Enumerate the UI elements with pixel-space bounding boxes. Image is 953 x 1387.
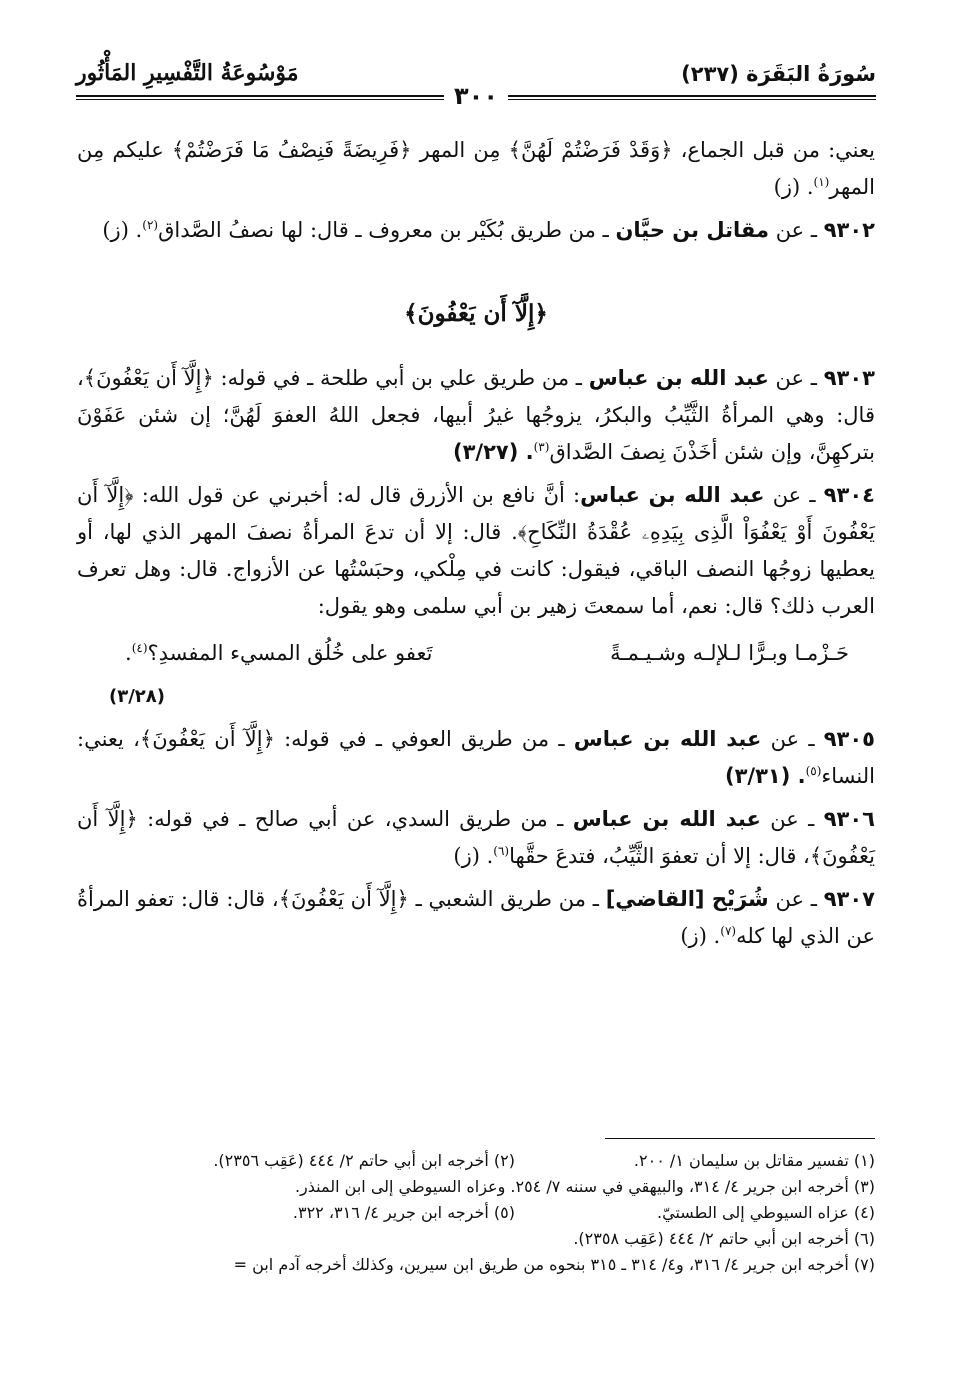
footnote-6: (٦) أخرجه ابن أبي حاتم ٢/ ٤٤٤ (عَقِب ٢٣٥٨). <box>573 1229 875 1248</box>
narration-number: ٩٣٠٥ <box>823 727 875 751</box>
footnote-7: (٧) أخرجه ابن جرير ٤/ ٣١٦، و٤/ ٣١٤ ـ ٣١٥ بنحوه من طريق ابن سيرين، وكذلك أخرجه آدم ابن = <box>233 1255 875 1274</box>
footnote-ref: (٥) <box>805 764 822 778</box>
footnote-separator <box>605 1138 875 1139</box>
volume-ref: (٣/٢٨) <box>109 686 166 707</box>
text: ـ عن <box>775 366 817 390</box>
footnote-ref: (٢) <box>142 218 159 232</box>
text: ـ من طريق بُكَيْر بن معروف ـ قال: لها نصفُ الصَّداق <box>158 218 609 242</box>
text: . (ز) <box>102 218 143 242</box>
text: تَعفو على خُلُق المسيء المفسدِ؟ <box>147 641 433 665</box>
narration-number: ٩٣٠٧ <box>823 887 875 911</box>
text: ـ عن <box>775 887 817 911</box>
narrator-name: عبد الله بن عباس <box>588 366 769 390</box>
text: يعني: من قبل الجماع، ﴿وَقَدْ فَرَضْتُمْ لَهُنَّ﴾ مِن المهر ﴿فَرِيضَةً فَنِصْفُ مَا فَرَضْتُمْ﴾ عليكم مِن المهر <box>77 138 875 199</box>
text: : أنَّ نافع بن الأزرق قال له: أخبرني عن قول الله: ﴿إِلَّآ أَن يَعْفُونَ أَوْ يَعْفُوَاْ الَّذِى بِيَدِهِۦ عُقْدَةُ النِّكَاحِ﴾. قال: إلا أن تدعَ المرأةُ نصفَ المهر الذي لها، أو يعطيها زوجُها النصف الباقي، فيقول: كانت في مِلْكي، وحبَسْتُها عن الأزواج. قال: وهل تعرف العرب ذلك؟ قال: نعم، أما سمعتَ زهير بن أبي سلمى وهو يقول: <box>77 483 875 618</box>
footnote-ref: (٧) <box>720 924 737 938</box>
text: ـ عن <box>772 483 816 507</box>
text: ـ من طريق العوفي ـ في قوله: ﴿إِلَّآ أَن يَعْفُونَ﴾، يعني: النساء <box>77 727 875 788</box>
text: ـ من طريق السدي، عن أبي صالح ـ في قوله: ﴿إِلَّآ أَن يَعْفُونَ﴾، قال: إلا أن تعفوَ الثَّيِّبُ، فتدعَ حقَّها <box>77 807 875 868</box>
footnote-ref: (٦) <box>493 844 510 858</box>
footnote-row <box>75 1148 875 1174</box>
narration-9302 <box>77 212 875 249</box>
narration-9304 <box>77 477 875 625</box>
footnote-2: (٢) أخرجه ابن أبي حاتم ٢/ ٤٤٤ (عَقِب ٢٣٥٦). <box>213 1151 515 1170</box>
poem-hemistich-right: حَـزْمـا وبـرًّا لـلإلـه وشـيـمـةً <box>610 641 849 665</box>
text: . (٣/٢٧) <box>452 440 534 464</box>
text: ـ من طريق علي بن أبي طلحة ـ في قوله: ﴿إِلَّآ أَن يَعْفُونَ﴾، قال: وهي المرأةُ الثَّيِّبُ والبكرُ، يزوجُها غيرُ أبيها، فجعل اللهُ العفوَ لَهُنَّ؛ إن شئن عَفَوْنَ بتركهِنَّ، وإن شئن أخَذْنَ نِصفَ الصَّداق <box>77 366 875 464</box>
poem-verse <box>77 635 875 672</box>
footnote-4: (٤) عزاه السيوطي إلى الطستيّ. <box>656 1203 875 1222</box>
narrator-name: عبد الله بن عباس <box>572 807 761 831</box>
text: ـ من طريق الشعبي ـ ﴿إِلَّآ أَن يَعْفُونَ﴾، قال: قال: تعفو المرأةُ عن الذي لها كله <box>77 887 875 948</box>
text: . (٣/٣١) <box>724 764 806 788</box>
footnote-ref: (٤) <box>131 641 148 655</box>
narration-number: ٩٣٠٤ <box>823 483 875 507</box>
narrator-name: عبد الله بن عباس <box>580 483 765 507</box>
main-text <box>77 132 875 961</box>
text: . (ز) <box>773 175 814 199</box>
verse-heading: ﴿إِلَّآ أَن يَعْفُونَ﴾ <box>404 300 548 327</box>
text: ـ عن <box>775 218 818 242</box>
footnote-ref: (٣) <box>533 440 550 454</box>
footnote-ref: (١) <box>813 175 830 189</box>
narration-9305 <box>77 721 875 795</box>
surah-title: سُورَةُ البَقَرَة (٢٣٧) <box>681 62 876 86</box>
book-title: مَوْسُوعَةُ التَّفْسِيرِ المَأْثُور <box>76 60 299 86</box>
footnote-5: (٥) أخرجه ابن جرير ٤/ ٣١٦، ٣٢٢. <box>292 1203 515 1222</box>
page-header <box>76 52 876 112</box>
footnote-row <box>75 1200 875 1226</box>
narration-9306 <box>77 801 875 875</box>
paragraph-continuation <box>77 132 875 206</box>
text: . (ز) <box>680 924 721 948</box>
narration-9307 <box>77 881 875 955</box>
narration-number: ٩٣٠٣ <box>823 366 875 390</box>
footnote-3: (٣) أخرجه ابن جرير ٤/ ٣١٤، والبيهقي في سننه ٧/ ٢٥٤. وعزاه السيوطي إلى ابن المنذر. <box>294 1177 875 1196</box>
narrator-name: مقاتل بن حيَّان <box>615 218 769 242</box>
narration-number: ٩٣٠٦ <box>823 807 875 831</box>
narration-9303 <box>77 360 875 471</box>
narrator-name: شُرَيْح [القاضي] <box>605 887 769 911</box>
page-number: ٣٠٠ <box>444 82 508 110</box>
narrator-name: عبد الله بن عباس <box>573 727 762 751</box>
poem-hemistich-left: تَعفو على خُلُق المسيء المفسدِ؟$^{(٤)}$. <box>125 641 433 665</box>
text: ـ عن <box>770 807 815 831</box>
text: . (ز) <box>453 844 494 868</box>
text: ـ عن <box>770 727 815 751</box>
footnotes <box>75 1148 875 1278</box>
narration-number: ٩٣٠٢ <box>823 218 875 242</box>
footnote-1: (١) تفسير مقاتل بن سليمان ١/ ٢٠٠. <box>633 1151 875 1170</box>
